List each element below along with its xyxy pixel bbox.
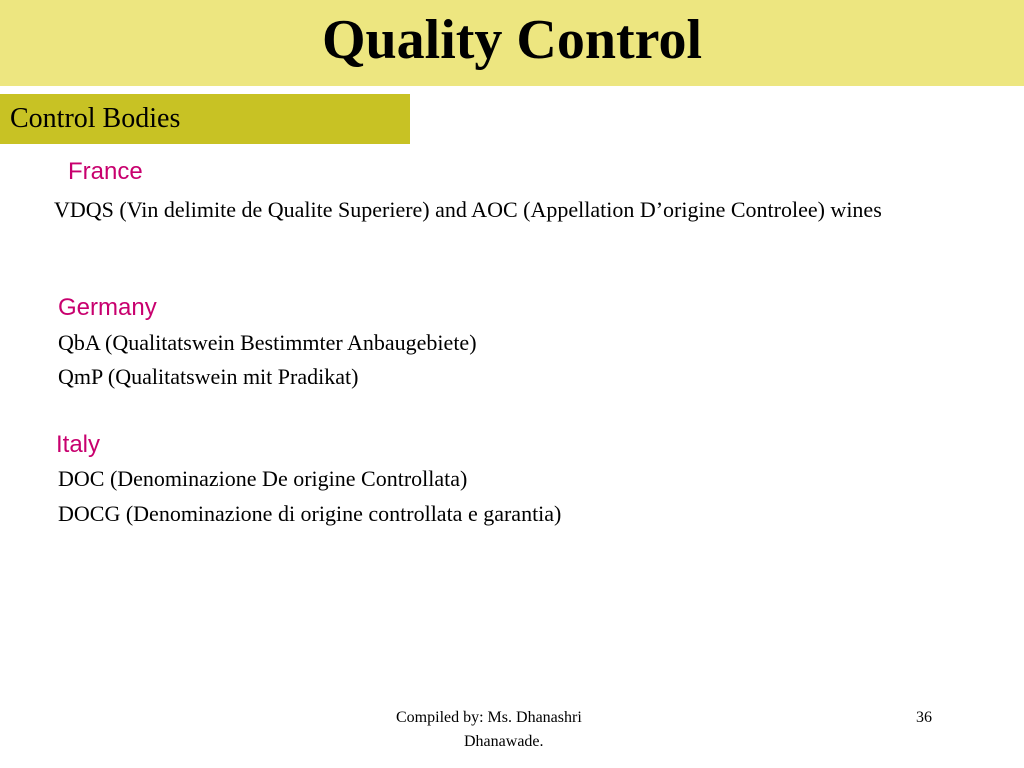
france-heading: France xyxy=(68,158,143,185)
page-number: 36 xyxy=(916,709,932,726)
slide-subtitle: Control Bodies xyxy=(10,103,181,134)
italy-item-docg: DOCG (Denominazione di origine controllata e garantia) xyxy=(58,501,562,526)
germany-item-qba: QbA (Qualitatswein Bestimmter Anbaugebiete) xyxy=(58,330,477,355)
germany-item-qmp: QmP (Qualitatswein mit Pradikat) xyxy=(58,364,359,389)
france-text: VDQS (Vin delimite de Qualite Superiere) and AOC (Appellation D’origine Controlee) wines xyxy=(54,197,882,222)
footer-credit-line2: Dhanawade. xyxy=(464,733,544,750)
italy-heading: Italy xyxy=(56,431,101,458)
footer-credit-line1: Compiled by: Ms. Dhanashri xyxy=(396,709,582,726)
germany-heading: Germany xyxy=(58,294,157,321)
italy-item-doc: DOC (Denominazione De origine Controllata) xyxy=(58,466,468,491)
slide-title: Quality Control xyxy=(321,9,703,71)
